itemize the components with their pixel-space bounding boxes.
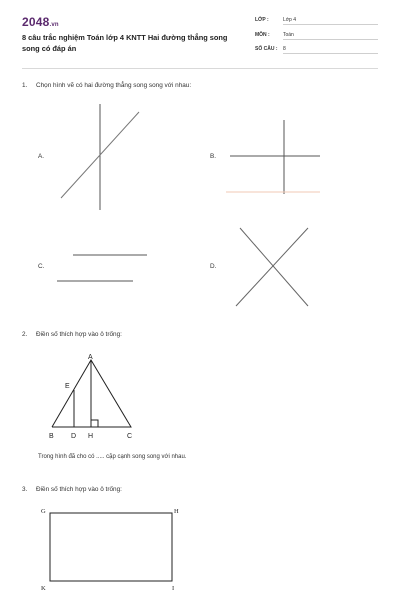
point-h-label: H: [88, 433, 94, 440]
meta-grade-value: Lớp 4: [283, 17, 378, 25]
question-2-caption: Trong hình đã cho có ..... cặp cạnh song song với nhau.: [38, 454, 187, 460]
rectangle-figure: [38, 505, 188, 595]
question-3-number: 3.: [22, 486, 28, 493]
meta-count: [255, 46, 378, 54]
option-b-label[interactable]: B.: [210, 153, 217, 160]
option-d-label[interactable]: D.: [210, 263, 217, 270]
site-logo[interactable]: [22, 15, 59, 29]
meta-count-label: SỐ CÂU :: [255, 46, 278, 52]
document-title: 8 câu trắc nghiệm Toán lớp 4 KNTT Hai đường thẳng song song có đáp án: [22, 33, 228, 53]
meta-subject-value: Toán: [283, 32, 378, 40]
point-d-label: D: [71, 433, 77, 440]
option-a-label[interactable]: A.: [38, 153, 45, 160]
question-1-text: Chọn hình vẽ có hai đường thẳng song song với nhau:: [36, 82, 192, 89]
question-3-text: Điền số thích hợp vào ô trống:: [36, 486, 122, 493]
point-g-label: G: [41, 508, 46, 515]
point-c-label: C: [127, 433, 133, 440]
meta-subject-label: MÔN :: [255, 32, 270, 38]
meta-count-value: 8: [283, 46, 378, 54]
point-i-label: I: [172, 585, 175, 592]
question-2-text: Điền số thích hợp vào ô trống:: [36, 331, 122, 338]
rectangle-ghik: [50, 513, 172, 581]
header-divider: [22, 68, 378, 69]
logo-main: 2048: [22, 15, 50, 29]
right-angle-mark: [91, 420, 98, 427]
question-1: [22, 82, 191, 89]
meta-grade: [255, 17, 378, 25]
point-e-label: E: [65, 383, 70, 390]
question-3: [22, 486, 122, 493]
point-h-label-rect: H: [174, 508, 179, 515]
point-b-label: B: [49, 433, 54, 440]
question-1-number: 1.: [22, 82, 28, 89]
question-2-number: 2.: [22, 331, 28, 338]
logo-suffix: .vn: [49, 22, 59, 28]
option-c-label[interactable]: C.: [38, 263, 45, 270]
option-c-figure: [55, 248, 155, 288]
point-k-label: K: [41, 585, 46, 592]
option-d-figure: [230, 222, 314, 312]
question-2: [22, 331, 122, 338]
option-a-figure: [55, 100, 145, 215]
triangle-figure: [40, 350, 150, 442]
point-a-label: A: [88, 354, 93, 361]
option-b-figure: [226, 118, 326, 198]
meta-subject: [255, 32, 378, 40]
meta-grade-label: LỚP :: [255, 17, 269, 23]
